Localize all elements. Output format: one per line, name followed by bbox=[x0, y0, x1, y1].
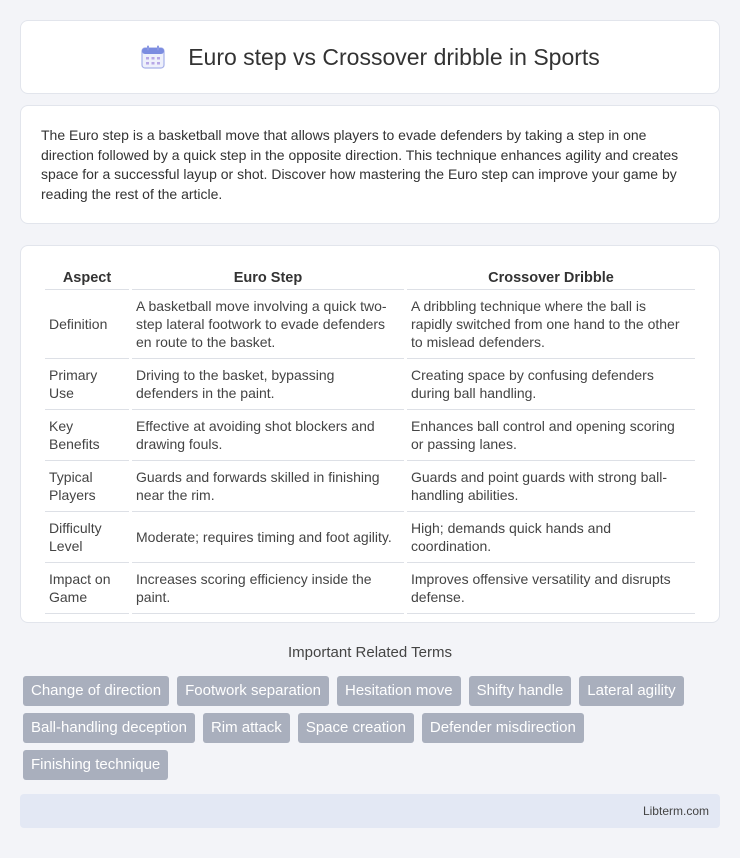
table-row bbox=[45, 563, 695, 614]
row-aspect: Typical Players bbox=[45, 461, 129, 512]
row-crossover: Creating space by confusing defenders during ball handling. bbox=[407, 359, 695, 410]
row-crossover: Guards and point guards with strong ball-handling abilities. bbox=[407, 461, 695, 512]
related-term-tag[interactable]: Ball-handling deception bbox=[23, 713, 195, 743]
row-crossover: Improves offensive versatility and disrupts defense. bbox=[407, 563, 695, 614]
footer bbox=[20, 794, 720, 828]
table-header-row bbox=[45, 265, 695, 290]
related-term-tag[interactable]: Footwork separation bbox=[177, 676, 329, 706]
header-inner bbox=[140, 44, 600, 71]
row-euro-step: Moderate; requires timing and foot agility. bbox=[132, 512, 404, 563]
row-aspect: Impact on Game bbox=[45, 563, 129, 614]
table-row bbox=[45, 290, 695, 359]
row-aspect: Definition bbox=[45, 290, 129, 359]
row-aspect: Primary Use bbox=[45, 359, 129, 410]
comparison-table bbox=[42, 265, 698, 614]
related-term-tag[interactable]: Defender misdirection bbox=[422, 713, 584, 743]
table-row bbox=[45, 410, 695, 461]
row-euro-step: Effective at avoiding shot blockers and drawing fouls. bbox=[132, 410, 404, 461]
intro-card bbox=[20, 105, 720, 224]
row-crossover: A dribbling technique where the ball is rapidly switched from one hand to the other to mislead defenders. bbox=[407, 290, 695, 359]
row-crossover: High; demands quick hands and coordination. bbox=[407, 512, 695, 563]
table-row bbox=[45, 461, 695, 512]
row-euro-step: Guards and forwards skilled in finishing near the rim. bbox=[132, 461, 404, 512]
related-term-tag[interactable]: Shifty handle bbox=[469, 676, 572, 706]
row-euro-step: A basketball move involving a quick two-step lateral footwork to evade defenders en route to the basket. bbox=[132, 290, 404, 359]
comparison-table-card bbox=[20, 245, 720, 623]
header-crossover-dribble: Crossover Dribble bbox=[407, 265, 695, 290]
related-term-tag[interactable]: Lateral agility bbox=[579, 676, 683, 706]
page-title: Euro step vs Crossover dribble in Sports bbox=[188, 43, 600, 70]
row-crossover: Enhances ball control and opening scoring or passing lanes. bbox=[407, 410, 695, 461]
row-euro-step: Increases scoring efficiency inside the paint. bbox=[132, 563, 404, 614]
related-terms-title: Important Related Terms bbox=[288, 644, 452, 661]
related-term-tag[interactable]: Change of direction bbox=[23, 676, 169, 706]
related-terms-list bbox=[23, 676, 723, 780]
header-card bbox=[20, 20, 720, 94]
table-row bbox=[45, 359, 695, 410]
header-aspect: Aspect bbox=[45, 265, 129, 290]
related-term-tag[interactable]: Hesitation move bbox=[337, 676, 461, 706]
related-term-tag[interactable]: Space creation bbox=[298, 713, 414, 743]
row-aspect: Key Benefits bbox=[45, 410, 129, 461]
header-euro-step: Euro Step bbox=[132, 265, 404, 290]
row-euro-step: Driving to the basket, bypassing defenders in the paint. bbox=[132, 359, 404, 410]
intro-text: The Euro step is a basketball move that allows players to evade defenders by taking a step in one direction followed by a quick step in the opposite direction. This technique enhances agility and creates space for a successful layup or shot. Discover how mastering the Euro step can improve your game by reading the rest of the article. bbox=[41, 127, 679, 202]
row-aspect: Difficulty Level bbox=[45, 512, 129, 563]
calendar-icon bbox=[140, 44, 166, 70]
related-term-tag[interactable]: Finishing technique bbox=[23, 750, 168, 780]
footer-site-link[interactable]: Libterm.com bbox=[642, 804, 709, 818]
table-row bbox=[45, 512, 695, 563]
related-term-tag[interactable]: Rim attack bbox=[203, 713, 290, 743]
